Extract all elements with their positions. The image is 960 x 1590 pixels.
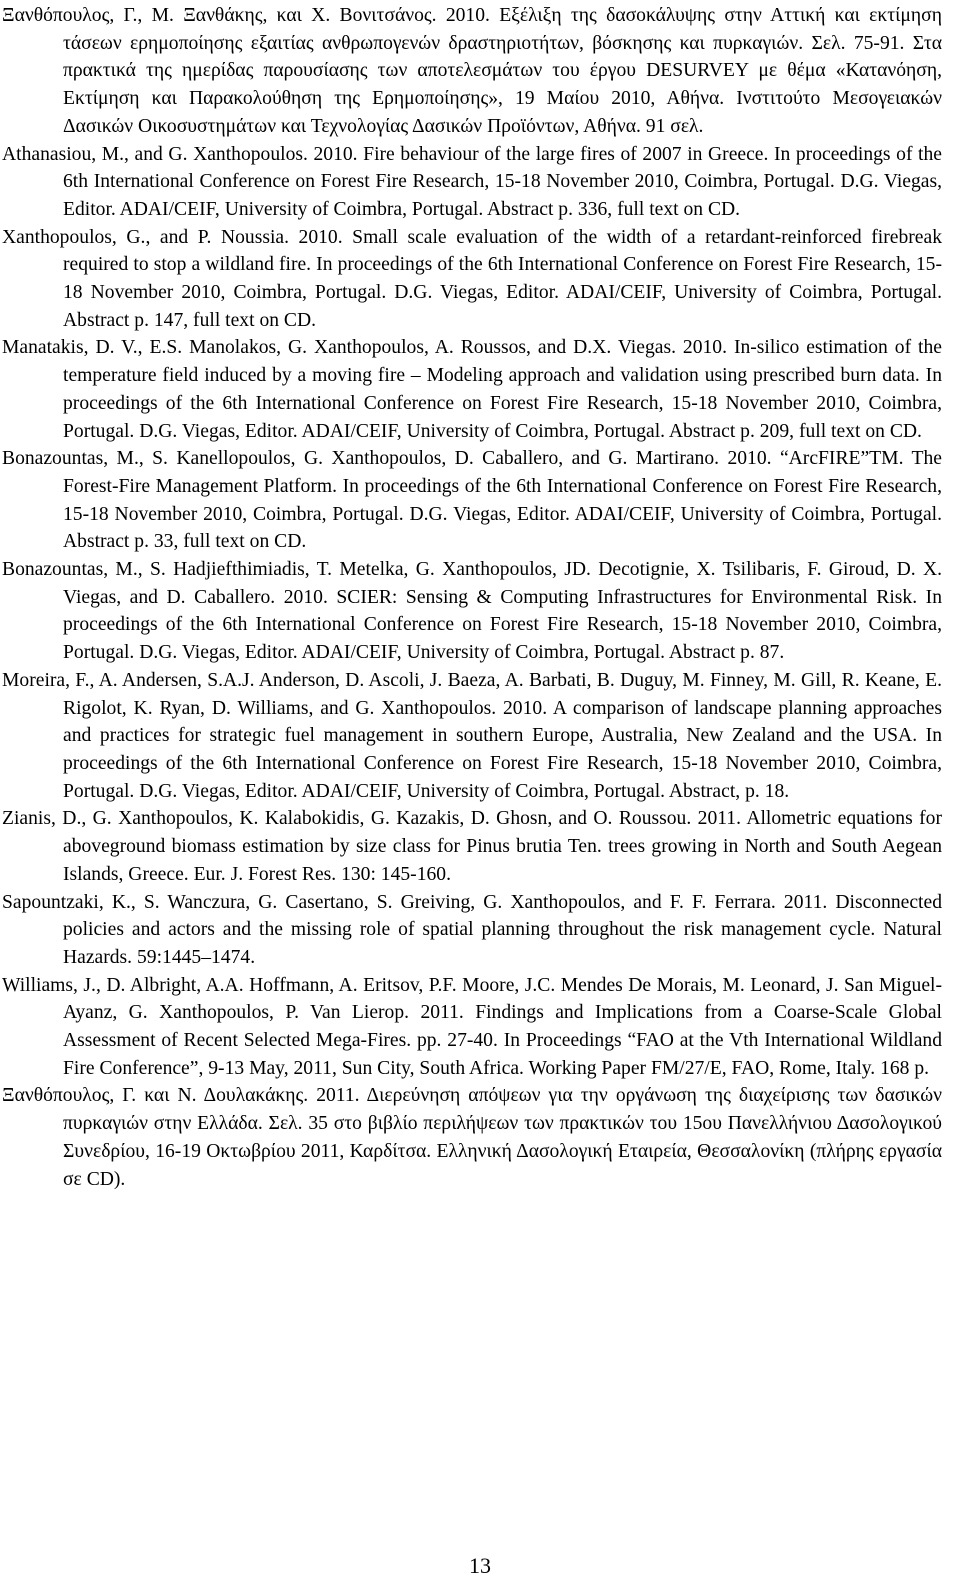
reference-entry: Xanthopoulos, G., and P. Noussia. 2010. Small scale evaluation of the width of a retardant-reinforced firebreak required to stop a wildland fire. In proceedings of the 6th International Conference on Forest Fire Research, 15-18 November 2010, Coimbra, Portugal. D.G. Viegas, Editor. ADAI/CEIF, University of Coimbra, Portugal. Abstract p. 147, full text on CD.: [2, 226, 942, 331]
reference-entry: Sapountzaki, K., S. Wanczura, G. Casertano, S. Greiving, G. Xanthopoulos, and F. F. Ferrara. 2011. Disconnected policies and actors and the missing role of spatial planning throughout the risk management cycle. Natural Hazards. 59:1445–1474.: [2, 891, 942, 968]
reference-entry: Manatakis, D. V., E.S. Manolakos, G. Xanthopoulos, A. Roussos, and D.X. Viegas. 2010. In-silico estimation of the temperature field induced by a moving fire – Modeling approach and validation using prescribed burn data. In proceedings of the 6th International Conference on Forest Fire Research, 15-18 November 2010, Coimbra, Portugal. D.G. Viegas, Editor. ADAI/CEIF, University of Coimbra, Portugal. Abstract p. 209, full text on CD.: [2, 337, 942, 442]
reference-entry: Bonazountas, M., S. Kanellopoulos, G. Xanthopoulos, D. Caballero, and G. Martirano. 2010. “ArcFIRE”TM. The Forest-Fire Management Platform. In proceedings of the 6th International Conference on Forest Fire Research, 15-18 November 2010, Coimbra, Portugal. D.G. Viegas, Editor. ADAI/CEIF, University of Coimbra, Portugal. Abstract p. 33, full text on CD.: [2, 448, 942, 553]
page-number: 13: [469, 1553, 491, 1578]
reference-entry: Ξανθόπουλος, Γ., Μ. Ξανθάκης, και Χ. Βονιτσάνος. 2010. Εξέλιξη της δασοκάλυψης στην Αττική και εκτίμηση τάσεων ερημοποίησης εξαιτίας ανθρωπογενών δραστηριοτήτων, βόσκησης και πυρκαγιών. Σελ. 75-91. Στα πρακτικά της ημερίδας παρουσίασης των αποτελεσμάτων του έργου DESURVEY με θέμα «Κατανόηση, Εκτίμηση και Παρακολούθηση της Ερημοποίησης», 19 Μαίου 2010, Αθήνα. Ινστιτούτο Μεσογειακών Δασικών Οικοσυστημάτων και Τεχνολογίας Δασικών Προϊόντων, Αθήνα. 91 σελ.: [2, 5, 942, 137]
reference-list: [2, 2, 942, 1193]
reference-entry: Athanasiou, M., and G. Xanthopoulos. 2010. Fire behaviour of the large fires of 2007 in Greece. In proceedings of the 6th International Conference on Forest Fire Research, 15-18 November 2010, Coimbra, Portugal. D.G. Viegas, Editor. ADAI/CEIF, University of Coimbra, Portugal. Abstract p. 336, full text on CD.: [2, 143, 942, 220]
reference-entry: Ξανθόπουλος, Γ. και Ν. Δουλακάκης. 2011. Διερεύνηση απόψεων για την οργάνωση της διαχείρισης των δασικών πυρκαγιών στην Ελλάδα. Σελ. 35 στο βιβλίο περιλήψεων των πρακτικών του 15ου Πανελλήνιου Δασολογικού Συνεδρίου, 16-19 Οκτωβρίου 2011, Καρδίτσα. Ελληνική Δασολογική Εταιρεία, Θεσσαλονίκη (πλήρης εργασία σε CD).: [2, 1085, 942, 1190]
reference-entry: Bonazountas, M., S. Hadjiefthimiadis, T. Metelka, G. Xanthopoulos, JD. Decotignie, X. Tsilibaris, F. Giroud, D. X. Viegas, and D. Caballero. 2010. SCIER: Sensing & Computing Infrastructures for Environmental Risk. In proceedings of the 6th International Conference on Forest Fire Research, 15-18 November 2010, Coimbra, Portugal. D.G. Viegas, Editor. ADAI/CEIF, University of Coimbra, Portugal. Abstract p. 87.: [2, 559, 942, 664]
reference-entry: Moreira, F., A. Andersen, S.A.J. Anderson, D. Ascoli, J. Baeza, A. Barbati, B. Duguy, M. Finney, M. Gill, R. Keane, E. Rigolot, K. Ryan, D. Williams, and G. Xanthopoulos. 2010. A comparison of landscape planning approaches and practices for strategic fuel management in southern Europe, Australia, New Zealand and the USA. In proceedings of the 6th International Conference on Forest Fire Research, 15-18 November 2010, Coimbra, Portugal. D.G. Viegas, Editor. ADAI/CEIF, University of Coimbra, Portugal. Abstract, p. 18.: [2, 669, 942, 802]
reference-entry: Williams, J., D. Albright, A.A. Hoffmann, A. Eritsov, P.F. Moore, J.C. Mendes De Morais, M. Leonard, J. San Miguel-Ayanz, G. Xanthopoulos, P. Van Lierop. 2011. Findings and Implications from a Coarse-Scale Global Assessment of Recent Selected Mega-Fires. pp. 27-40. In Proceedings “FAO at the Vth International Wildland Fire Conference”, 9-13 May, 2011, Sun City, South Africa. Working Paper FM/27/E, FAO, Rome, Italy. 168 p.: [2, 974, 942, 1079]
reference-entry: Zianis, D., G. Xanthopoulos, K. Kalabokidis, G. Kazakis, D. Ghosn, and O. Roussou. 2011. Allometric equations for aboveground biomass estimation by size class for Pinus brutia Ten. trees growing in North and South Aegean Islands, Greece. Eur. J. Forest Res. 130: 145-160.: [2, 808, 942, 885]
